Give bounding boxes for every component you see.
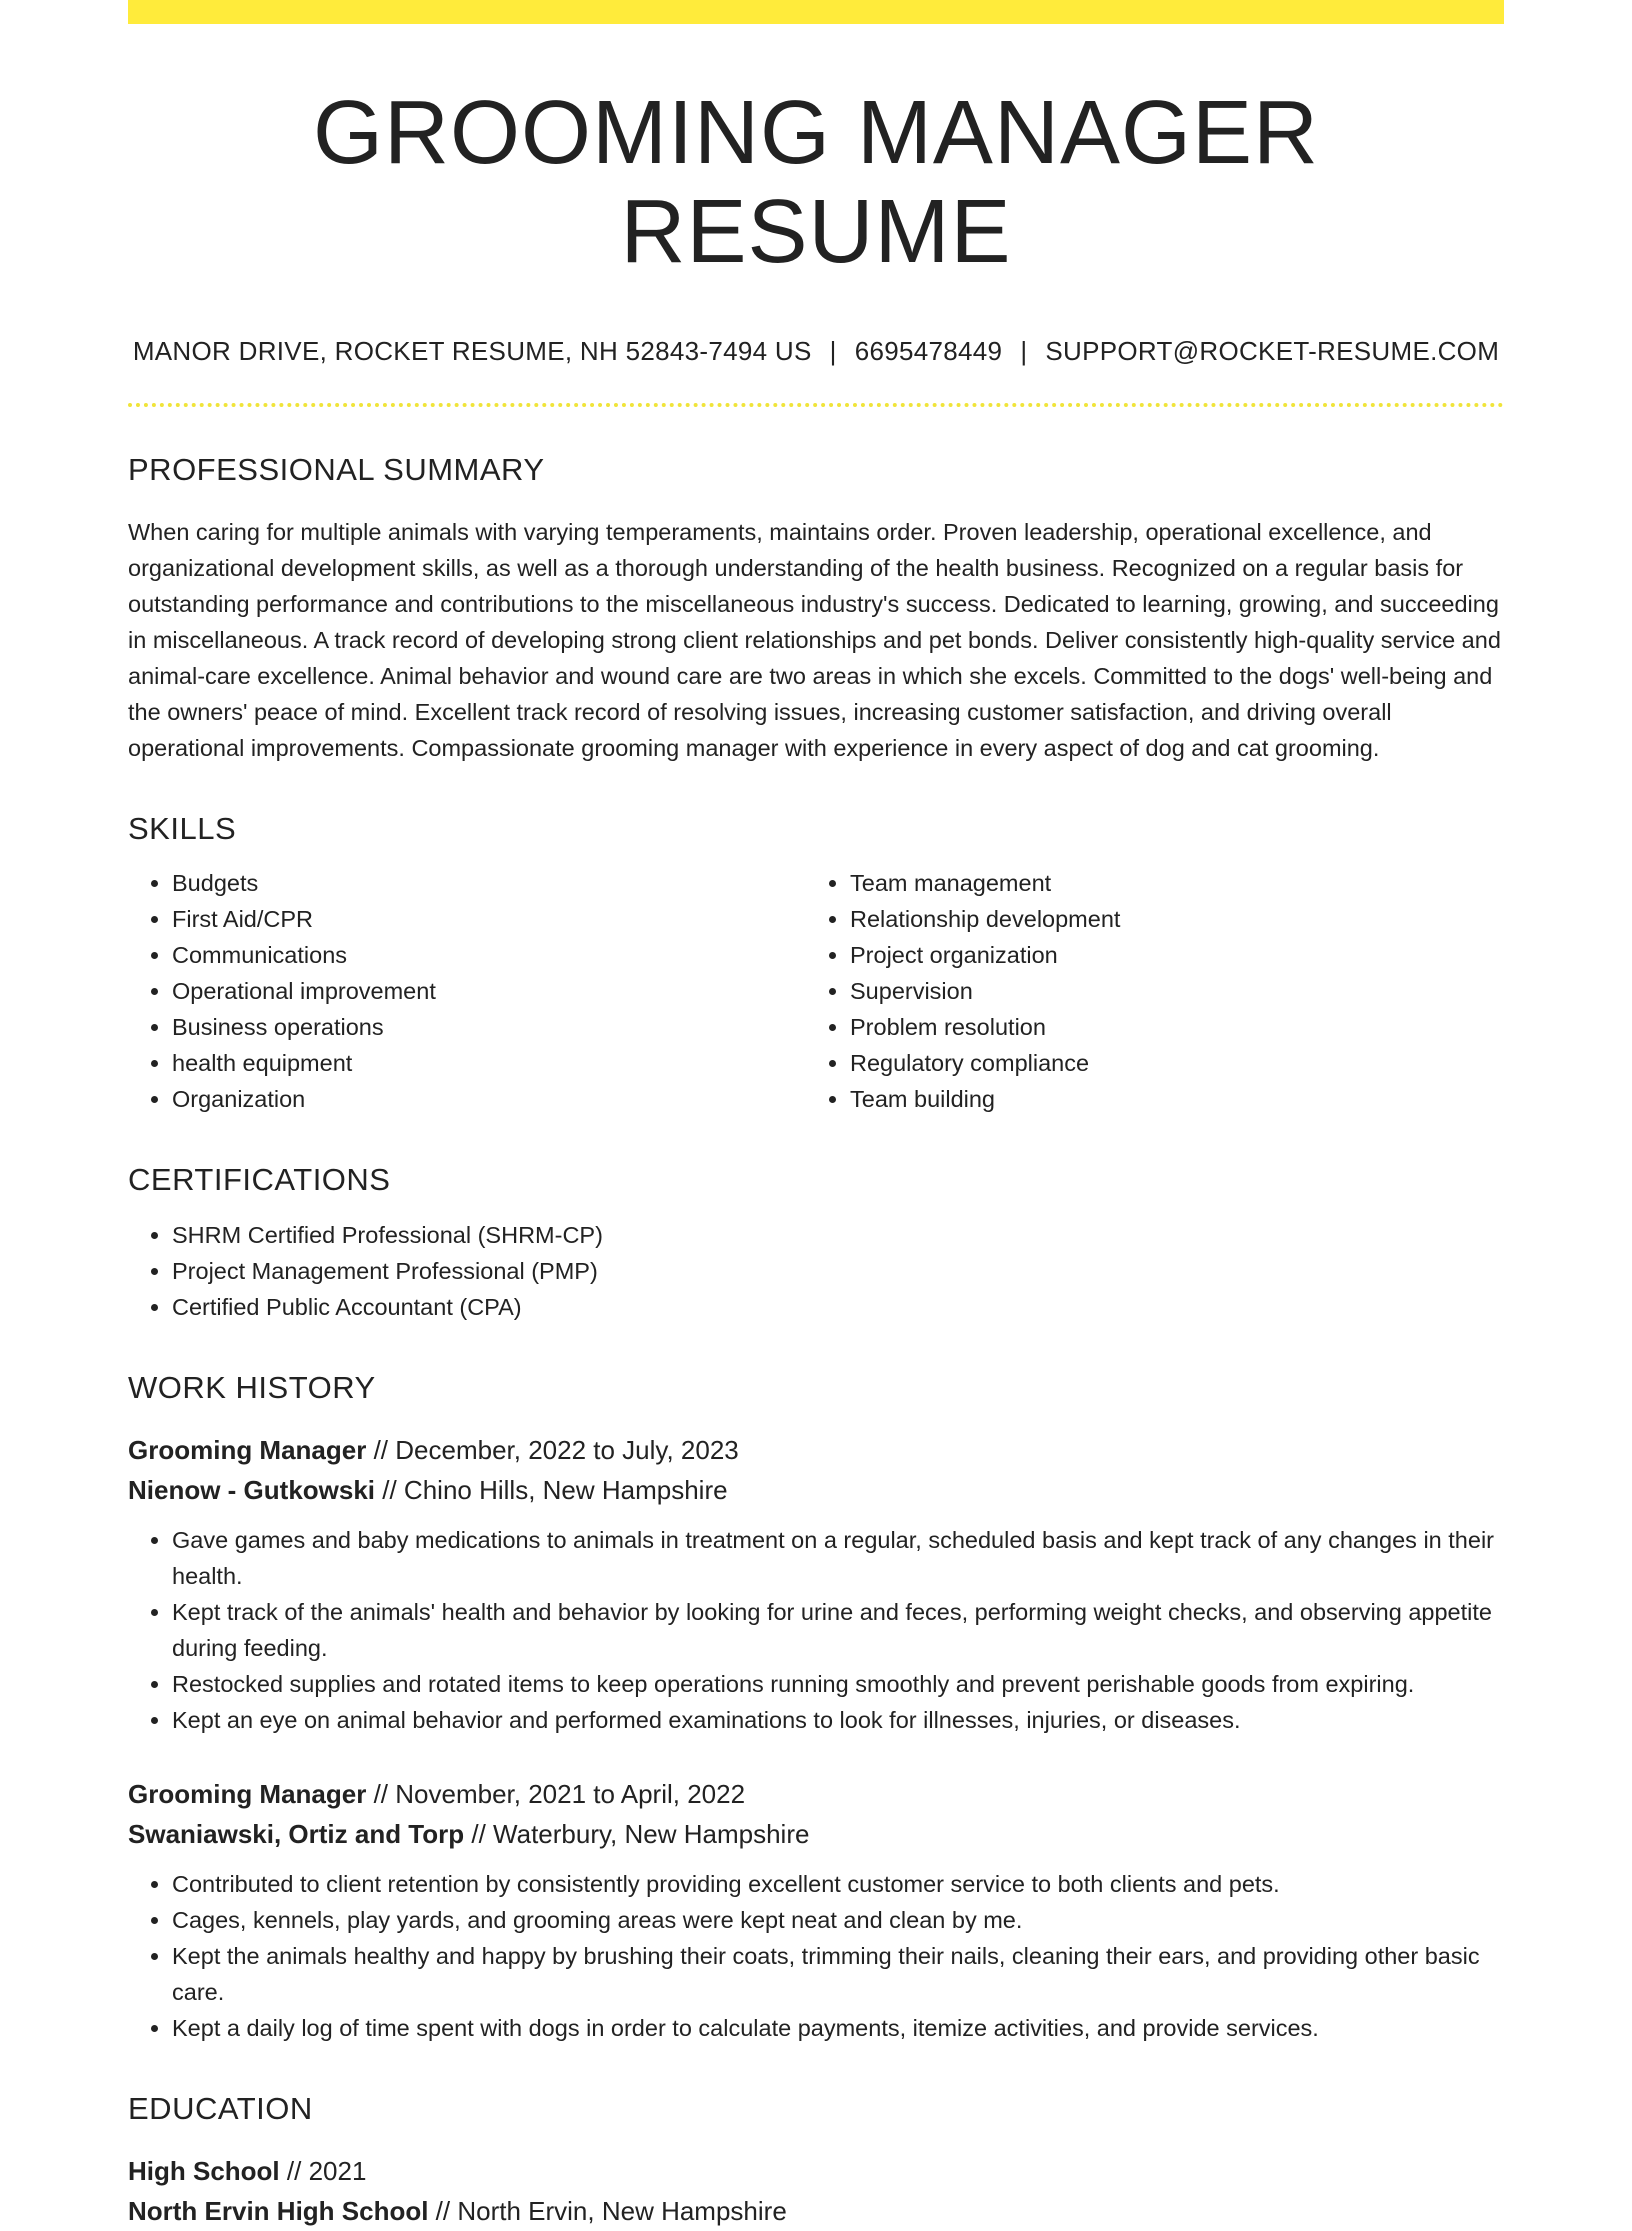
- job-company-line: [128, 1470, 1504, 1510]
- certification-item: • Project Management Professional (PMP): [172, 1253, 1504, 1289]
- contact-separator: |: [829, 336, 837, 366]
- education-entry: [128, 2151, 1504, 2231]
- certification-item: • Certified Public Accountant (CPA): [172, 1289, 1504, 1325]
- skill-item: • Relationship development: [850, 901, 1484, 937]
- education-school-line: [128, 2191, 1504, 2231]
- certifications-list: [128, 1217, 1504, 1325]
- job-duty: • Cages, kennels, play yards, and grooming areas were kept neat and clean by me.: [172, 1902, 1504, 1938]
- education-degree-line: [128, 2151, 1504, 2191]
- contact-email: SUPPORT@ROCKET-RESUME.COM: [1045, 336, 1500, 366]
- job-title-line: [128, 1430, 1504, 1470]
- job-duty: • Kept track of the animals' health and behavior by looking for urine and feces, performing weight checks, and observing appetite during feeding.: [172, 1594, 1504, 1666]
- education-degree: High School: [128, 2155, 280, 2186]
- job-duties: [128, 1522, 1504, 1738]
- job-role: Grooming Manager: [128, 1434, 367, 1465]
- education-location: // North Ervin, New Hampshire: [428, 2195, 787, 2226]
- job-company-line: [128, 1814, 1504, 1854]
- job-entry: [128, 1430, 1504, 1738]
- summary-heading: PROFESSIONAL SUMMARY: [128, 452, 545, 487]
- education-heading: EDUCATION: [128, 2090, 313, 2126]
- skill-item: • Communications: [172, 937, 806, 973]
- skill-item: • Budgets: [172, 865, 806, 901]
- education-school: North Ervin High School: [128, 2195, 429, 2226]
- skill-item: • health equipment: [172, 1045, 806, 1081]
- contact-separator: |: [1020, 336, 1028, 366]
- skill-item: • Project organization: [850, 937, 1484, 973]
- job-duty: • Gave games and baby medications to animals in treatment on a regular, scheduled basis and kept track of any changes in their health.: [172, 1522, 1504, 1594]
- skills-heading: SKILLS: [128, 811, 237, 847]
- job-entry: [128, 1774, 1504, 2046]
- skill-item: • Team management: [850, 865, 1484, 901]
- dotted-divider: [128, 403, 1504, 407]
- job-duties: [128, 1866, 1504, 2046]
- skill-item: • First Aid/CPR: [172, 901, 806, 937]
- skill-item: • Organization: [172, 1081, 806, 1117]
- skill-item: • Business operations: [172, 1009, 806, 1045]
- skills-list-right: [806, 865, 1484, 1117]
- skill-item: • Team building: [850, 1081, 1484, 1117]
- job-dates: // December, 2022 to July, 2023: [366, 1434, 739, 1465]
- resume-page: [128, 0, 1504, 2231]
- job-title-line: [128, 1774, 1504, 1814]
- job-role: Grooming Manager: [128, 1778, 367, 1809]
- resume-title: GROOMING MANAGER RESUME: [312, 83, 1320, 282]
- job-duty: • Contributed to client retention by consistently providing excellent customer service to both clients and pets.: [172, 1866, 1504, 1902]
- job-duty: • Kept an eye on animal behavior and performed examinations to look for illnesses, injuries, or diseases.: [172, 1702, 1504, 1738]
- skill-item: • Operational improvement: [172, 973, 806, 1009]
- job-duty: • Kept a daily log of time spent with dogs in order to calculate payments, itemize activities, and provide services.: [172, 2010, 1504, 2046]
- summary-text: When caring for multiple animals with varying temperaments, maintains order. Proven leadership, operational excellence, and organizational development skills, as well as a thorough understanding of the health business. Recognized on a regular basis for outstanding performance and contributions to the miscellaneous industry's success. Dedicated to learning, growing, and succeeding in miscellaneous. A track record of developing strong client relationships and pet bonds. Deliver consistently high-quality service and animal-care excellence. Animal behavior and wound care are two areas in which she excels. Committed to the dogs' well-being and the owners' peace of mind. Excellent track record of resolving issues, increasing customer satisfaction, and driving overall operational improvements. Compassionate grooming manager with experience in every aspect of dog and cat grooming.: [128, 519, 1501, 762]
- job-company: Swaniawski, Ortiz and Torp: [128, 1818, 465, 1849]
- contact-line: [128, 336, 1504, 367]
- skill-item: • Problem resolution: [850, 1009, 1484, 1045]
- skill-item: • Regulatory compliance: [850, 1045, 1484, 1081]
- job-duty: • Kept the animals healthy and happy by brushing their coats, trimming their nails, cleaning their ears, and providing other basic care.: [172, 1938, 1504, 2010]
- skill-item: • Supervision: [850, 973, 1484, 1009]
- certifications-heading: CERTIFICATIONS: [128, 1162, 391, 1198]
- job-location: // Chino Hills, New Hampshire: [375, 1474, 728, 1505]
- accent-top-bar: [128, 0, 1504, 24]
- job-company: Nienow - Gutkowski: [128, 1474, 376, 1505]
- certification-item: • SHRM Certified Professional (SHRM-CP): [172, 1217, 1504, 1253]
- work-history-heading: WORK HISTORY: [128, 1369, 376, 1405]
- skills-list-left: [128, 865, 806, 1117]
- job-dates: // November, 2021 to April, 2022: [366, 1778, 746, 1809]
- job-duty: • Restocked supplies and rotated items to keep operations running smoothly and prevent perishable goods from expiring.: [172, 1666, 1504, 1702]
- skills-columns: [128, 865, 1504, 1117]
- contact-address: MANOR DRIVE, ROCKET RESUME, NH 52843-7494 US: [132, 336, 812, 366]
- job-location: // Waterbury, New Hampshire: [464, 1818, 810, 1849]
- education-year: // 2021: [279, 2155, 367, 2186]
- contact-phone: 6695478449: [854, 336, 1003, 366]
